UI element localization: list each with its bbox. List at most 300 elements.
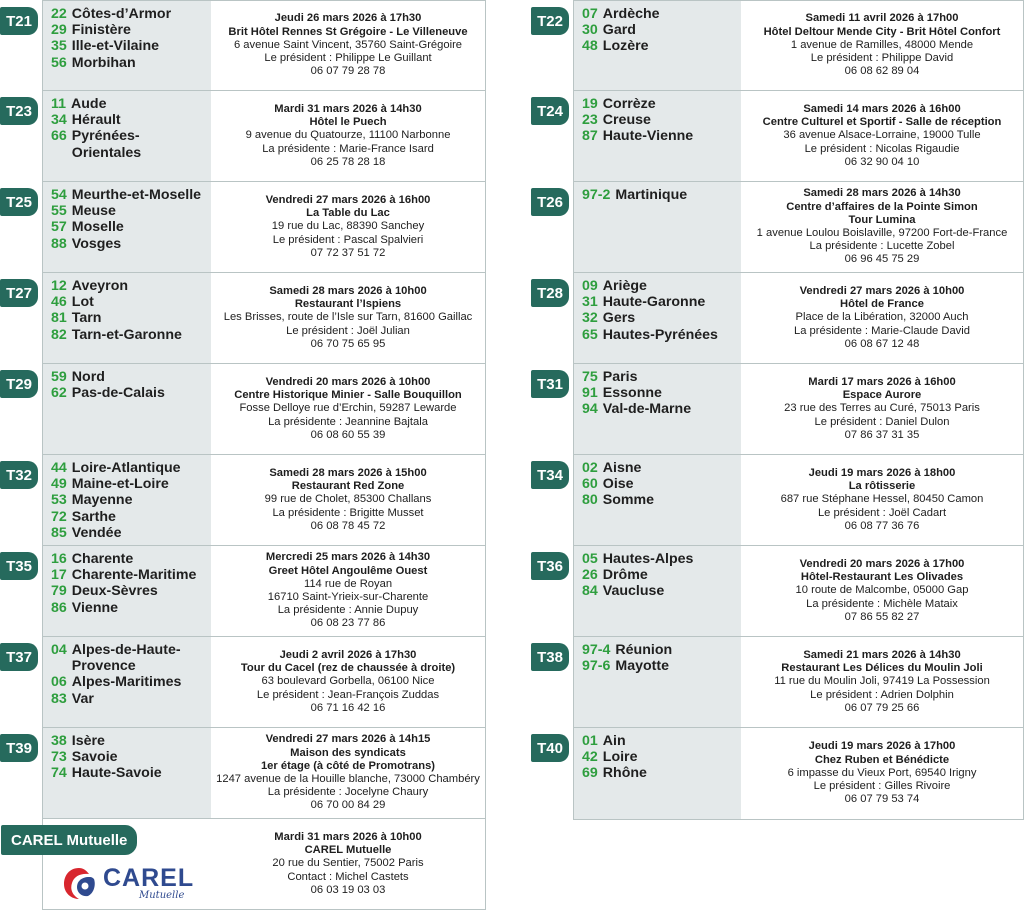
contact-phone: 06 25 78 28 18 bbox=[310, 155, 386, 168]
meeting-details bbox=[211, 1, 485, 90]
departments-panel bbox=[537, 637, 741, 727]
department-number: 12 bbox=[51, 278, 67, 294]
department-item bbox=[51, 551, 211, 567]
department-item bbox=[51, 55, 211, 71]
meeting-details bbox=[741, 91, 1023, 181]
venue-name: Greet Hôtel Angoulême Ouest bbox=[268, 564, 428, 577]
department-number: 30 bbox=[582, 22, 598, 39]
departments-panel bbox=[537, 182, 741, 272]
venue-name: La rôtisserie bbox=[848, 480, 916, 493]
department-number: 73 bbox=[51, 749, 67, 766]
contact-phone: 06 07 79 25 66 bbox=[844, 701, 920, 714]
department-item bbox=[582, 460, 741, 476]
contact-person: La présidente : Jeannine Bajtala bbox=[268, 415, 428, 428]
meeting-date: Samedi 11 avril 2026 à 17h00 bbox=[805, 12, 959, 25]
department-number: 02 bbox=[582, 460, 598, 476]
meeting-date: Mardi 31 mars 2026 à 14h30 bbox=[274, 102, 422, 115]
contact-phone: 06 71 16 42 16 bbox=[310, 701, 386, 714]
territory-code-badge: T40 bbox=[531, 734, 569, 762]
venue-name: 1er étage (à côté de Promotrans) bbox=[260, 759, 436, 772]
department-number: 48 bbox=[582, 38, 598, 55]
department-number: 19 bbox=[582, 96, 598, 112]
department-name: Nord bbox=[71, 369, 105, 385]
contact-phone: 06 08 62 89 04 bbox=[844, 65, 920, 78]
departments-panel bbox=[537, 546, 741, 636]
contact-phone: 06 08 78 45 72 bbox=[310, 519, 386, 532]
department-item bbox=[51, 369, 211, 385]
meeting-card bbox=[6, 637, 486, 728]
contact-phone: 06 08 60 55 39 bbox=[310, 428, 386, 441]
meeting-card bbox=[6, 273, 486, 364]
department-item bbox=[582, 369, 741, 385]
department-number: 17 bbox=[51, 567, 67, 584]
territory-code-badge: T25 bbox=[0, 188, 38, 216]
department-item bbox=[51, 278, 211, 294]
department-item bbox=[51, 765, 211, 781]
meeting-card bbox=[537, 364, 1024, 455]
department-item bbox=[51, 509, 211, 525]
department-item bbox=[582, 38, 741, 54]
department-item bbox=[582, 733, 741, 749]
meeting-date: Mardi 17 mars 2026 à 16h00 bbox=[808, 375, 956, 388]
venue-address: 63 boulevard Gorbella, 06100 Nice bbox=[261, 675, 435, 688]
department-name: Loire bbox=[602, 749, 638, 766]
meeting-date: Samedi 28 mars 2026 à 14h30 bbox=[803, 187, 961, 200]
department-list bbox=[43, 455, 211, 541]
meeting-card bbox=[537, 546, 1024, 637]
contact-person: La présidente : Marie-Claude David bbox=[794, 324, 970, 337]
department-list bbox=[43, 273, 211, 343]
departments-panel bbox=[6, 1, 211, 90]
venue-address: 19 rue du Lac, 88390 Sanchey bbox=[271, 220, 425, 233]
contact-person: Le président : Joël Julian bbox=[286, 324, 410, 337]
department-list bbox=[43, 1, 211, 71]
department-name: Ille-et-Vilaine bbox=[71, 38, 160, 55]
meeting-date: Jeudi 26 mars 2026 à 17h30 bbox=[274, 12, 422, 25]
meeting-card bbox=[6, 364, 486, 455]
department-item bbox=[51, 674, 211, 690]
territory-code-badge: T36 bbox=[531, 552, 569, 580]
meeting-card bbox=[537, 91, 1024, 182]
meeting-date: Samedi 21 mars 2026 à 14h30 bbox=[803, 648, 961, 661]
venue-address: Place de la Libération, 32000 Auch bbox=[795, 311, 969, 324]
department-name: Hautes-Pyrénées bbox=[602, 326, 718, 343]
department-number: 75 bbox=[582, 369, 598, 385]
meeting-card bbox=[537, 182, 1024, 273]
contact-person: La présidente : Jocelyne Chaury bbox=[267, 786, 429, 799]
department-number: 80 bbox=[582, 492, 598, 509]
venue-address: 1 avenue Loulou Boislaville, 97200 Fort-de-France bbox=[756, 227, 1008, 239]
department-item bbox=[51, 112, 211, 128]
department-number: 79 bbox=[51, 583, 67, 600]
department-number: 69 bbox=[582, 765, 598, 782]
department-number: 44 bbox=[51, 460, 67, 476]
venue-name: Restaurant Les Délices du Moulin Joli bbox=[781, 662, 983, 675]
departments-panel bbox=[6, 91, 211, 181]
territory-code-badge: T28 bbox=[531, 279, 569, 307]
departments-panel bbox=[537, 1, 741, 90]
department-name: Somme bbox=[602, 492, 655, 509]
department-list bbox=[43, 182, 211, 252]
department-name: Savoie bbox=[71, 749, 118, 766]
carel-logo-text bbox=[103, 865, 194, 901]
contact-person: Le président : Nicolas Rigaudie bbox=[804, 142, 960, 155]
meeting-details bbox=[741, 728, 1023, 819]
department-name: Gers bbox=[602, 310, 636, 327]
contact-person: La présidente : Michèle Mataix bbox=[806, 597, 958, 610]
meeting-details bbox=[741, 182, 1023, 272]
department-item bbox=[582, 567, 741, 583]
department-number: 16 bbox=[51, 551, 67, 567]
departments-panel bbox=[537, 455, 741, 545]
contact-phone: 07 72 37 51 72 bbox=[310, 246, 386, 259]
department-item bbox=[582, 310, 741, 326]
department-name: Côtes-d’Armor bbox=[71, 6, 172, 22]
department-number: 46 bbox=[51, 294, 67, 311]
territory-code-badge: T32 bbox=[0, 461, 38, 489]
department-number: 65 bbox=[582, 326, 598, 343]
department-item bbox=[582, 551, 741, 567]
venue-address: 36 avenue Alsace-Lorraine, 19000 Tulle bbox=[783, 129, 981, 142]
contact-phone: 06 07 79 28 78 bbox=[310, 65, 386, 78]
department-name: Deux-Sèvres bbox=[71, 583, 158, 600]
department-item bbox=[51, 492, 211, 508]
departments-panel bbox=[6, 455, 211, 545]
department-number: 06 bbox=[51, 674, 67, 691]
department-list bbox=[574, 1, 741, 55]
meeting-card bbox=[6, 728, 486, 819]
department-name: Hautes-Alpes bbox=[602, 551, 694, 567]
venue-name: La Table du Lac bbox=[306, 207, 390, 220]
department-number: 85 bbox=[51, 524, 67, 541]
department-number: 38 bbox=[51, 733, 67, 749]
department-number: 32 bbox=[582, 310, 598, 327]
department-name: Mayenne bbox=[71, 492, 133, 509]
department-number: 29 bbox=[51, 22, 67, 39]
venue-address: 20 rue du Sentier, 75002 Paris bbox=[272, 857, 424, 870]
meeting-details bbox=[741, 546, 1023, 636]
department-number: 74 bbox=[51, 765, 67, 782]
department-item bbox=[582, 492, 741, 508]
department-name: Ariège bbox=[602, 278, 647, 294]
department-number: 60 bbox=[582, 476, 598, 493]
meeting-card bbox=[6, 455, 486, 546]
meeting-details bbox=[211, 819, 485, 909]
contact-person: Le président : Gilles Rivoire bbox=[813, 780, 951, 793]
meeting-date: Samedi 28 mars 2026 à 10h00 bbox=[269, 284, 427, 297]
department-item bbox=[51, 691, 211, 707]
contact-person: Contact : Michel Castets bbox=[287, 870, 409, 883]
department-item bbox=[51, 385, 211, 401]
department-name: Vosges bbox=[71, 235, 122, 252]
department-number: 59 bbox=[51, 369, 67, 385]
venue-name: Centre Culturel et Sportif - Salle de réception bbox=[762, 116, 1002, 129]
department-item bbox=[582, 401, 741, 417]
departments-panel bbox=[6, 546, 211, 636]
department-item bbox=[51, 600, 211, 616]
department-number: 26 bbox=[582, 567, 598, 584]
contact-person: La présidente : Annie Dupuy bbox=[277, 604, 419, 617]
department-name: Alpes-de-Haute- Provence bbox=[71, 642, 181, 675]
department-name: Hérault bbox=[71, 112, 121, 129]
department-name: Mayotte bbox=[615, 658, 670, 675]
department-name: Haute-Savoie bbox=[71, 765, 162, 782]
department-name: Réunion bbox=[615, 642, 673, 658]
department-list bbox=[574, 273, 741, 343]
department-list bbox=[574, 546, 741, 600]
venue-address: 9 avenue du Quatourze, 11100 Narbonne bbox=[245, 129, 451, 142]
contact-phone: 06 03 19 03 03 bbox=[310, 883, 386, 896]
meeting-details bbox=[211, 364, 485, 454]
department-number: 86 bbox=[51, 599, 67, 616]
department-list bbox=[574, 364, 741, 418]
department-item bbox=[582, 385, 741, 401]
department-list bbox=[43, 91, 211, 161]
territory-code-badge: T39 bbox=[0, 734, 38, 762]
meeting-card bbox=[6, 0, 486, 91]
department-name: Sarthe bbox=[71, 508, 116, 525]
territory-code-badge: T38 bbox=[531, 643, 569, 671]
department-item bbox=[51, 583, 211, 599]
meeting-details bbox=[211, 91, 485, 181]
department-name: Lozère bbox=[602, 38, 649, 55]
contact-person: Le président : Adrien Dolphin bbox=[810, 688, 954, 701]
department-list bbox=[574, 637, 741, 674]
territory-code-badge: T29 bbox=[0, 370, 38, 398]
departments-panel bbox=[6, 364, 211, 454]
department-number: 94 bbox=[582, 401, 598, 418]
meeting-date: Vendredi 27 mars 2026 à 16h00 bbox=[265, 193, 431, 206]
department-item bbox=[582, 112, 741, 128]
department-number: 01 bbox=[582, 733, 598, 749]
territory-code-badge: T22 bbox=[531, 7, 569, 35]
department-name: Haute-Vienne bbox=[602, 128, 694, 145]
meeting-details bbox=[741, 273, 1023, 363]
department-name: Tarn-et-Garonne bbox=[71, 326, 182, 343]
meeting-card bbox=[6, 546, 486, 637]
contact-phone: 06 08 77 36 76 bbox=[844, 519, 920, 532]
department-number: 34 bbox=[51, 112, 67, 129]
venue-name: Brit Hôtel Rennes St Grégoire - Le Villeneuve bbox=[228, 25, 468, 38]
venue-address: 99 rue de Cholet, 85300 Challans bbox=[264, 493, 432, 506]
carel-logo bbox=[61, 865, 194, 901]
department-item bbox=[51, 38, 211, 54]
territory-code-badge: T34 bbox=[531, 461, 569, 489]
department-list bbox=[43, 364, 211, 401]
meeting-card bbox=[537, 637, 1024, 728]
territory-code-badge: T27 bbox=[0, 279, 38, 307]
department-number: 55 bbox=[51, 203, 67, 220]
department-name: Rhône bbox=[602, 765, 647, 782]
department-item bbox=[582, 22, 741, 38]
meeting-details bbox=[211, 728, 485, 818]
meeting-date: Mardi 31 mars 2026 à 10h00 bbox=[274, 830, 422, 843]
department-name: Charente bbox=[71, 551, 134, 567]
carel-logo-subtitle: Mutuelle bbox=[139, 890, 185, 901]
venue-name: Restaurant l’Ispiens bbox=[294, 298, 402, 311]
department-number: 97-4 bbox=[582, 642, 611, 658]
meeting-date: Samedi 14 mars 2026 à 16h00 bbox=[803, 102, 961, 115]
department-number: 62 bbox=[51, 385, 67, 402]
meeting-date: Samedi 28 mars 2026 à 15h00 bbox=[269, 466, 427, 479]
department-item bbox=[51, 22, 211, 38]
contact-phone: 07 86 55 82 27 bbox=[844, 610, 920, 623]
department-name: Vienne bbox=[71, 599, 119, 616]
venue-address: 16710 Saint-Yrieix-sur-Charente bbox=[267, 591, 429, 603]
department-name: Paris bbox=[602, 369, 638, 385]
contact-phone: 06 70 00 84 29 bbox=[310, 799, 386, 812]
department-item bbox=[51, 128, 211, 160]
department-name: Finistère bbox=[71, 22, 131, 39]
venue-address: 687 rue Stéphane Hessel, 80450 Camon bbox=[780, 493, 984, 506]
department-item bbox=[582, 6, 741, 22]
department-item bbox=[582, 765, 741, 781]
carel-logo-panel bbox=[11, 819, 211, 909]
department-item bbox=[51, 642, 211, 674]
meeting-date: Jeudi 19 mars 2026 à 18h00 bbox=[808, 466, 956, 479]
territory-code-badge: T35 bbox=[0, 552, 38, 580]
department-name: Var bbox=[71, 690, 94, 707]
territory-code-badge: T37 bbox=[0, 643, 38, 671]
departments-panel bbox=[537, 364, 741, 454]
department-name: Pyrénées- Orientales bbox=[71, 128, 142, 161]
department-name: Alpes-Maritimes bbox=[71, 674, 182, 691]
department-item bbox=[582, 278, 741, 294]
contact-person: Le président : Jean-François Zuddas bbox=[256, 688, 440, 701]
carel-logo-word: CAREL bbox=[103, 864, 195, 892]
meeting-card bbox=[537, 455, 1024, 546]
venue-address: 6 avenue Saint Vincent, 35760 Saint-Grégoire bbox=[233, 38, 463, 51]
meeting-card bbox=[6, 182, 486, 273]
departments-panel bbox=[537, 91, 741, 181]
department-name: Meurthe-et-Moselle bbox=[71, 187, 202, 203]
meeting-details bbox=[741, 364, 1023, 454]
department-name: Moselle bbox=[71, 219, 124, 236]
department-item bbox=[582, 187, 741, 203]
contact-phone: 06 70 75 65 95 bbox=[310, 337, 386, 350]
department-number: 87 bbox=[582, 128, 598, 145]
department-number: 56 bbox=[51, 54, 67, 71]
department-name: Aude bbox=[71, 96, 107, 112]
contact-person: Le président : Philippe David bbox=[810, 52, 954, 65]
department-name: Gard bbox=[602, 22, 636, 39]
meeting-details bbox=[211, 273, 485, 363]
territory-code-badge: T26 bbox=[531, 188, 569, 216]
department-item bbox=[51, 476, 211, 492]
contact-person: La présidente : Marie-France Isard bbox=[262, 142, 434, 155]
department-list bbox=[574, 455, 741, 509]
department-item bbox=[51, 310, 211, 326]
departments-panel bbox=[537, 273, 741, 363]
meeting-details bbox=[211, 455, 485, 545]
departments-panel bbox=[6, 182, 211, 272]
venue-name: Restaurant Red Zone bbox=[291, 480, 405, 493]
department-item bbox=[51, 327, 211, 343]
department-item bbox=[582, 642, 741, 658]
department-name: Aveyron bbox=[71, 278, 129, 294]
department-item bbox=[582, 658, 741, 674]
department-item bbox=[51, 203, 211, 219]
department-number: 42 bbox=[582, 749, 598, 766]
department-name: Meuse bbox=[71, 203, 116, 220]
venue-name: Centre Historique Minier - Salle Bouquillon bbox=[234, 389, 462, 402]
venue-name: Tour du Cacel (rez de chaussée à droite) bbox=[240, 662, 456, 675]
venue-name: Hôtel de France bbox=[840, 298, 924, 311]
venue-address: 23 rue des Terres au Curé, 75013 Paris bbox=[784, 402, 980, 415]
departments-panel bbox=[6, 637, 211, 727]
department-name: Tarn bbox=[71, 310, 102, 327]
department-item bbox=[582, 327, 741, 343]
department-number: 82 bbox=[51, 326, 67, 343]
venue-address: 114 rue de Royan bbox=[303, 577, 393, 590]
department-name: Haute-Garonne bbox=[602, 294, 706, 311]
department-number: 97-2 bbox=[582, 187, 611, 203]
department-name: Charente-Maritime bbox=[71, 567, 197, 584]
department-list bbox=[574, 182, 741, 203]
department-name: Martinique bbox=[615, 187, 688, 203]
venue-name: CAREL Mutuelle bbox=[304, 844, 392, 857]
department-list bbox=[43, 546, 211, 616]
venue-name: Hôtel le Puech bbox=[309, 116, 387, 129]
meeting-date: Vendredi 20 mars 2026 à 10h00 bbox=[265, 375, 431, 388]
department-number: 72 bbox=[51, 508, 67, 525]
department-number: 83 bbox=[51, 690, 67, 707]
department-name: Maine-et-Loire bbox=[71, 476, 169, 493]
departments-panel bbox=[537, 728, 741, 819]
department-name: Ain bbox=[602, 733, 626, 749]
department-number: 22 bbox=[51, 6, 67, 22]
contact-phone: 06 08 67 12 48 bbox=[844, 337, 920, 350]
department-item bbox=[51, 525, 211, 541]
contact-phone: 06 96 45 75 29 bbox=[844, 253, 920, 266]
venue-address: 11 rue du Moulin Joli, 97419 La Possession bbox=[774, 675, 990, 688]
department-name: Drôme bbox=[602, 567, 648, 584]
departments-panel bbox=[6, 728, 211, 818]
department-number: 66 bbox=[51, 128, 67, 145]
meeting-card bbox=[537, 728, 1024, 820]
carel-heading: CAREL Mutuelle bbox=[1, 825, 137, 855]
contact-person: La présidente : Brigitte Musset bbox=[272, 506, 424, 519]
venue-name: Espace Aurore bbox=[842, 389, 922, 402]
meeting-details bbox=[211, 182, 485, 272]
meeting-date: Vendredi 27 mars 2026 à 10h00 bbox=[799, 284, 965, 297]
meeting-details bbox=[741, 455, 1023, 545]
venue-name: Centre d’affaires de la Pointe Simon bbox=[786, 200, 978, 213]
department-number: 05 bbox=[582, 551, 598, 567]
department-number: 04 bbox=[51, 642, 67, 658]
department-name: Lot bbox=[71, 294, 94, 311]
venue-address: Les Brisses, route de l’Isle sur Tarn, 81600 Gaillac bbox=[223, 311, 473, 324]
department-number: 97-6 bbox=[582, 658, 611, 675]
departments-panel bbox=[6, 273, 211, 363]
territory-code-badge: T24 bbox=[531, 97, 569, 125]
department-list bbox=[43, 728, 211, 782]
department-list bbox=[574, 91, 741, 145]
department-item bbox=[51, 749, 211, 765]
territory-code-badge: T21 bbox=[0, 7, 38, 35]
department-name: Ardèche bbox=[602, 6, 660, 22]
meeting-date: Jeudi 19 mars 2026 à 17h00 bbox=[808, 740, 956, 753]
department-name: Aisne bbox=[602, 460, 642, 476]
department-number: 81 bbox=[51, 310, 67, 327]
department-number: 09 bbox=[582, 278, 598, 294]
department-number: 57 bbox=[51, 219, 67, 236]
department-name: Pas-de-Calais bbox=[71, 385, 165, 402]
contact-person: Le président : Philippe Le Guillant bbox=[264, 52, 432, 65]
venue-name: Tour Lumina bbox=[848, 213, 916, 226]
territory-code-badge: T23 bbox=[0, 97, 38, 125]
meeting-details bbox=[211, 637, 485, 727]
